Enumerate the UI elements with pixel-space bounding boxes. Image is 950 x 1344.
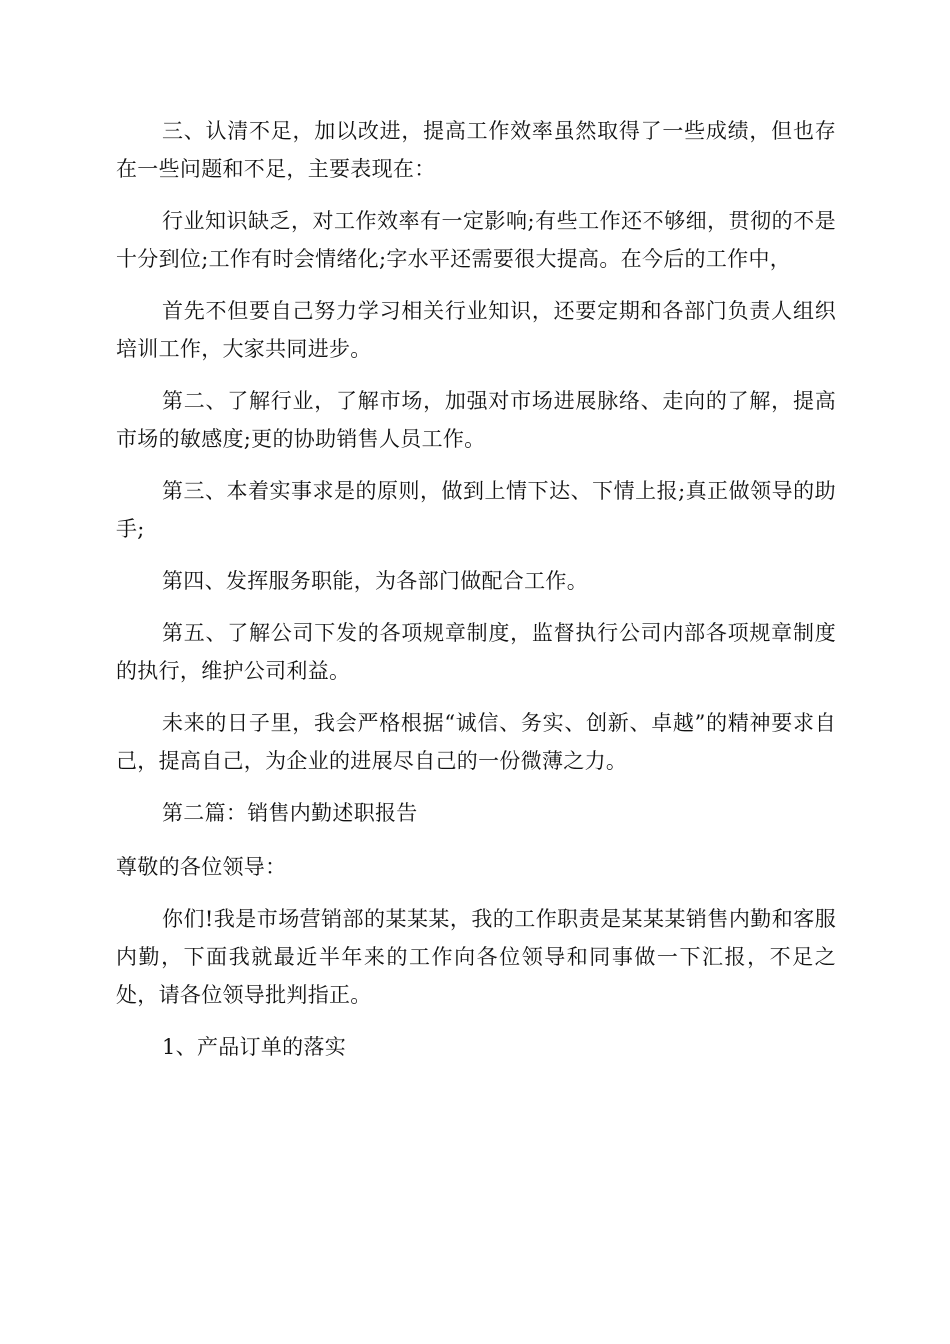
paragraph-future: 未来的日子里，我会严格根据“诚信、务实、创新、卓越”的精神要求自己，提高自己，为企业的进展尽自己的一份微薄之力。 <box>116 711 836 773</box>
paragraph-section-three-intro: 三、认清不足，加以改进，提高工作效率虽然取得了一些成绩，但也存在一些问题和不足，主要表现在： <box>116 119 836 181</box>
paragraph-plan-fourth: 第四、发挥服务职能，为各部门做配合工作。 <box>162 569 588 593</box>
document-body <box>116 112 836 1080</box>
paragraph-plan-first: 首先不但要自己努力学习相关行业知识，还要定期和各部门负责人组织培训工作，大家共同进步。 <box>116 299 836 361</box>
paragraph-plan-fifth: 第五、了解公司下发的各项规章制度，监督执行公司内部各项规章制度的执行，维护公司利益。 <box>116 621 836 683</box>
salutation: 尊敬的各位领导： <box>116 855 287 879</box>
section-title-part-two: 第二篇：销售内勤述职报告 <box>162 801 418 825</box>
list-item-order-fulfillment: 1、产品订单的落实 <box>162 1035 347 1059</box>
paragraph-shortcomings: 行业知识缺乏，对工作效率有一定影响;有些工作还不够细，贯彻的不是十分到位;工作有时会情绪化;字水平还需要很大提高。在今后的工作中， <box>116 209 836 271</box>
paragraph-greeting: 你们!我是市场营销部的某某某，我的工作职责是某某某销售内勤和客服内勤，下面我就最近半年来的工作向各位领导和同事做一下汇报，不足之处，请各位领导批判指正。 <box>116 907 836 1007</box>
paragraph-plan-third: 第三、本着实事求是的原则，做到上情下达、下情上报;真正做领导的助手; <box>116 479 836 541</box>
paragraph-plan-second: 第二、了解行业，了解市场，加强对市场进展脉络、走向的了解，提高市场的敏感度;更的协助销售人员工作。 <box>116 389 836 451</box>
